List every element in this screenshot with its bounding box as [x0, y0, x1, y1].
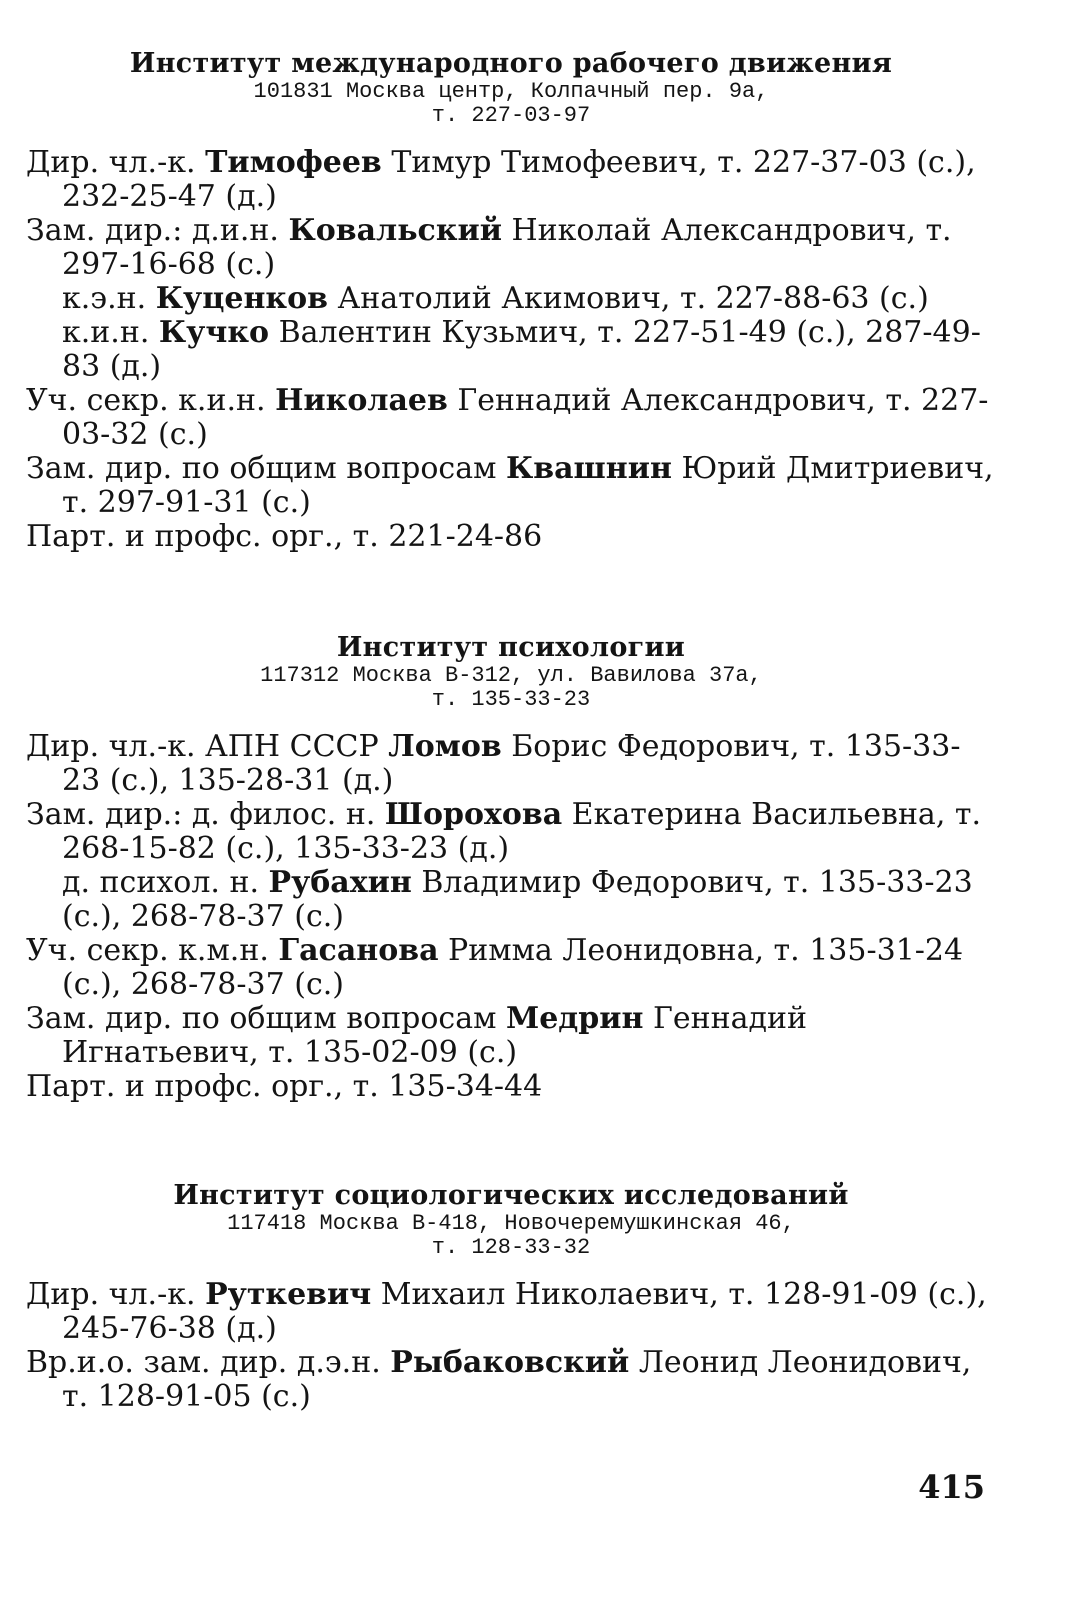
- staff-entry: Уч. секр. к.м.н. Гасанова Римма Леонидовна, т. 135-31-24 (с.), 268-78-37 (с.): [26, 933, 964, 1002]
- staff-entry: Вр.и.о. зам. дир. д.э.н. Рыбаковский Леонид Леонидович, т. 128-91-05 (с.): [26, 1345, 972, 1414]
- institute-address: 117312 Москва В-312, ул. Вавилова 37а,: [260, 663, 762, 688]
- staff-entry: к.э.н. Куценков Анатолий Акимович, т. 227-88-63 (с.): [62, 281, 929, 316]
- staff-list: [26, 146, 996, 554]
- staff-entry: Дир. чл.-к. Руткевич Михаил Николаевич, т. 128-91-09 (с.), 245-76-38 (д.): [26, 1277, 987, 1346]
- institute-address: 101831 Москва центр, Колпачный пер. 9а,: [253, 79, 769, 104]
- institute-phone: т. 227-03-97: [431, 103, 591, 128]
- staff-entry: Зам. дир. по общим вопросам Квашнин Юрий Дмитриевич, т. 297-91-31 (с.): [26, 451, 994, 520]
- staff-entry: Парт. и профс. орг., т. 135-34-44: [26, 1069, 543, 1104]
- institute-phone: т. 128-33-32: [431, 1235, 591, 1260]
- staff-entry: Дир. чл.-к. АПН СССР Ломов Борис Федорович, т. 135-33-23 (с.), 135-28-31 (д.): [26, 729, 961, 798]
- staff-entry: Уч. секр. к.и.н. Николаев Геннадий Александрович, т. 227-03-32 (с.): [26, 383, 989, 452]
- staff-entry: Дир. чл.-к. Тимофеев Тимур Тимофеевич, т. 227-37-03 (с.), 232-25-47 (д.): [26, 145, 976, 214]
- staff-list: [26, 730, 996, 1104]
- institute-section-2: [26, 632, 996, 1104]
- staff-list: [26, 1278, 996, 1414]
- institute-title: Институт международного рабочего движения: [129, 48, 893, 79]
- institute-title: Институт психологии: [336, 632, 686, 663]
- staff-entry: Зам. дир. по общим вопросам Медрин Геннадий Игнатьевич, т. 135-02-09 (с.): [26, 1001, 807, 1070]
- staff-entry: Парт. и профс. орг., т. 221-24-86: [26, 519, 543, 554]
- institute-section-1: [26, 48, 996, 554]
- institute-phone: т. 135-33-23: [431, 687, 591, 712]
- institute-address: 117418 Москва В-418, Новочеремушкинская 46,: [227, 1211, 795, 1236]
- institute-section-3: [26, 1180, 996, 1414]
- staff-entry: д. психол. н. Рубахин Владимир Федорович, т. 135-33-23 (с.), 268-78-37 (с.): [62, 865, 973, 934]
- page-number: 415: [918, 1468, 985, 1506]
- institute-title: Институт социологических исследований: [173, 1180, 849, 1211]
- staff-entry: Зам. дир.: д. филос. н. Шорохова Екатерина Васильевна, т. 268-15-82 (с.), 135-33-23 (д.): [26, 797, 982, 866]
- staff-entry: Зам. дир.: д.и.н. Ковальский Николай Александрович, т. 297-16-68 (с.): [26, 213, 952, 282]
- staff-entry: к.и.н. Кучко Валентин Кузьмич, т. 227-51-49 (с.), 287-49-83 (д.): [62, 315, 981, 384]
